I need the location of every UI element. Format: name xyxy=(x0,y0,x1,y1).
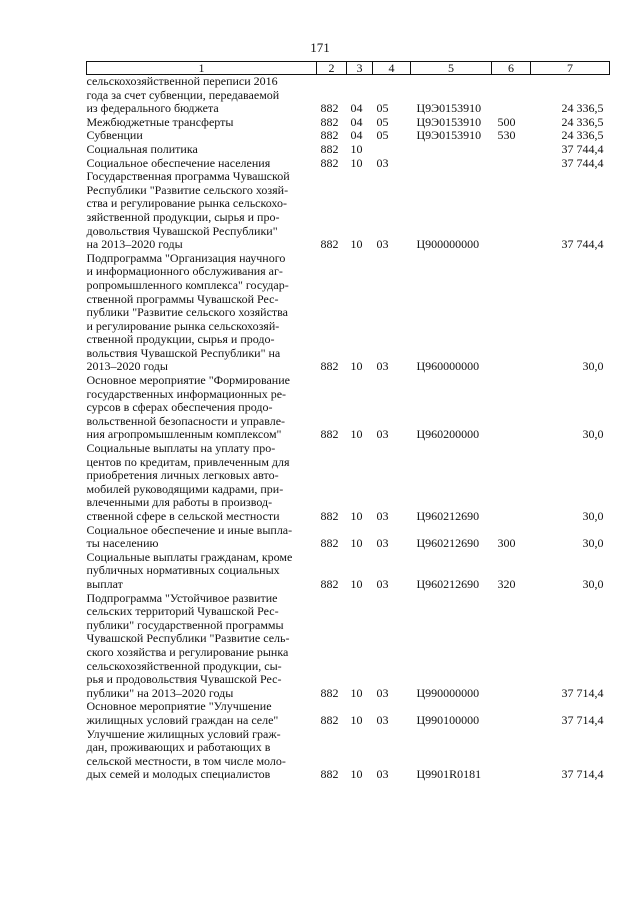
row-name-line: ты населению xyxy=(86,536,159,551)
target-article-cell: Ц9901R0181 xyxy=(416,767,482,782)
row-name-line: Чувашской Республики "Развитие сель- xyxy=(86,631,290,646)
table-row xyxy=(87,728,610,782)
column-header: 7 xyxy=(531,62,610,75)
row-name-line: дых семей и молодых специалистов xyxy=(86,767,271,782)
column-header: 6 xyxy=(492,62,531,75)
amount-cell: 30,0 xyxy=(582,509,604,523)
row-name-cell xyxy=(87,442,317,524)
admin-code-cell: 882 xyxy=(320,155,339,170)
admin-code-cell: 882 xyxy=(320,509,339,523)
column-header: 4 xyxy=(373,62,411,75)
table-body xyxy=(87,75,610,782)
budget-table xyxy=(86,61,610,782)
row-name-line: ропромышленного комплекса" государ- xyxy=(86,277,289,292)
row-name-line: жилищных условий граждан на селе" xyxy=(86,712,279,727)
row-name-line: Социальное обеспечение населения xyxy=(86,155,271,170)
expense-type-cell xyxy=(492,442,531,524)
section-code-cell: 10 xyxy=(350,536,363,551)
amount-cell: 37 744,4 xyxy=(561,155,604,170)
admin-code-cell: 882 xyxy=(320,128,339,143)
row-name-line: ского хозяйства и регулирование рынка xyxy=(86,644,289,659)
table-row xyxy=(87,252,610,374)
admin-code-cell: 882 xyxy=(320,114,339,129)
section-code-cell: 10 xyxy=(350,576,363,591)
amount-cell: 24 336,5 xyxy=(561,101,604,116)
row-name-line: вольственной безопасности и управле- xyxy=(86,413,286,428)
row-name-line: Субвенции xyxy=(86,128,143,143)
target-article-cell: Ц900000000 xyxy=(416,237,480,252)
row-name-line: сельскохозяйственной продукции, сы- xyxy=(86,658,282,673)
amount-cell: 37 744,4 xyxy=(561,237,604,252)
section-code-cell: 04 xyxy=(350,101,363,116)
row-name-cell xyxy=(87,157,317,171)
section-code-cell: 10 xyxy=(350,685,363,700)
amount-cell: 30,0 xyxy=(582,536,604,551)
table-row xyxy=(87,700,610,727)
row-name-line: Подпрограмма "Организация научного xyxy=(86,250,286,265)
target-article-cell: Ц9Э0153910 xyxy=(416,114,482,129)
target-article-cell: Ц960212690 xyxy=(416,536,480,551)
column-header: 5 xyxy=(411,62,492,75)
subsection-code-cell: 03 xyxy=(376,359,389,374)
row-name-cell xyxy=(87,75,317,116)
subsection-code-cell xyxy=(373,143,411,157)
row-name-line: сельских территорий Чувашской Рес- xyxy=(86,604,279,619)
row-name-line: ственной программы Чувашской Рес- xyxy=(86,291,279,306)
expense-type-cell: 530 xyxy=(497,128,516,143)
subsection-code-cell: 03 xyxy=(376,427,389,442)
row-name-cell xyxy=(87,170,317,252)
row-name-line: выплат xyxy=(86,576,123,591)
target-article-cell: Ц9Э0153910 xyxy=(416,128,482,143)
section-code-cell: 04 xyxy=(350,128,363,143)
amount-cell: 37 744,4 xyxy=(561,141,604,156)
table-row xyxy=(87,157,610,171)
row-name-line: Улучшение жилищных условий граж- xyxy=(86,726,281,741)
section-code-cell: 10 xyxy=(350,155,363,170)
table-row xyxy=(87,129,610,143)
row-name-line: Межбюджетные трансферты xyxy=(86,114,234,129)
expense-type-cell: 500 xyxy=(497,114,516,129)
subsection-code-cell: 03 xyxy=(376,536,389,551)
row-name-cell xyxy=(87,728,317,782)
row-name-line: приобретения личных легковых авто- xyxy=(86,468,279,483)
table-row xyxy=(87,592,610,701)
section-code-cell: 10 xyxy=(350,141,363,156)
row-name-cell xyxy=(87,143,317,157)
section-code-cell: 10 xyxy=(350,509,363,523)
row-name-line: и регулирование рынка сельскохозяй- xyxy=(86,318,280,333)
subsection-code-cell: 03 xyxy=(376,685,389,700)
row-name-line: влеченными для работы в производ- xyxy=(86,495,273,510)
target-article-cell: Ц960200000 xyxy=(416,427,480,442)
amount-cell: 37 714,4 xyxy=(561,767,604,782)
section-code-cell: 04 xyxy=(350,114,363,129)
row-name-line: Государственная программа Чувашской xyxy=(86,169,290,184)
section-code-cell: 10 xyxy=(350,359,363,374)
row-name-cell xyxy=(87,551,317,592)
amount-cell: 37 714,4 xyxy=(561,712,604,727)
expense-type-cell xyxy=(492,728,531,782)
row-name-line: государственных информационных ре- xyxy=(86,386,287,401)
admin-code-cell: 882 xyxy=(320,237,339,252)
row-name-line: публики" государственной программы xyxy=(86,617,284,632)
table-row xyxy=(87,551,610,592)
row-name-line: ственной сфере в сельской местности xyxy=(86,509,280,523)
row-name-line: Социальные выплаты на уплату про- xyxy=(86,441,276,456)
row-name-line: ства и регулирование рынка сельскохо- xyxy=(86,196,287,211)
row-name-line: довольствия Чувашской Республики" xyxy=(86,223,278,238)
column-header: 3 xyxy=(347,62,373,75)
expense-type-cell: 320 xyxy=(497,576,516,591)
row-name-line: мобилей руководящими кадрами, при- xyxy=(86,481,284,496)
table-row xyxy=(87,75,610,116)
row-name-cell xyxy=(87,116,317,130)
row-name-cell xyxy=(87,524,317,551)
row-name-line: ственной продукции, сырья и продо- xyxy=(86,332,275,347)
row-name-line: сельскохозяйственной переписи 2016 xyxy=(86,74,278,88)
target-article-cell: Ц990100000 xyxy=(416,712,480,727)
expense-type-cell xyxy=(492,75,531,116)
admin-code-cell: 882 xyxy=(320,767,339,782)
expense-type-cell xyxy=(492,170,531,252)
row-name-line: Подпрограмма "Устойчивое развитие xyxy=(86,590,278,605)
expense-type-cell xyxy=(492,252,531,374)
subsection-code-cell: 03 xyxy=(376,155,389,170)
section-code-cell: 10 xyxy=(350,767,363,782)
amount-cell: 37 714,4 xyxy=(561,685,604,700)
row-name-line: публичных нормативных социальных xyxy=(86,563,280,578)
target-article-cell: Ц990000000 xyxy=(416,685,480,700)
amount-cell: 24 336,5 xyxy=(561,114,604,129)
table-row xyxy=(87,524,610,551)
subsection-code-cell: 03 xyxy=(376,237,389,252)
subsection-code-cell: 05 xyxy=(376,101,389,116)
target-article-cell: Ц960212690 xyxy=(416,576,480,591)
admin-code-cell: 882 xyxy=(320,685,339,700)
row-name-cell xyxy=(87,592,317,701)
row-name-line: года за счет субвенции, передаваемой xyxy=(86,87,280,102)
admin-code-cell: 882 xyxy=(320,712,339,727)
amount-cell: 24 336,5 xyxy=(561,128,604,143)
row-name-line: ния агропромышленным комплексом" xyxy=(86,427,282,442)
expense-type-cell xyxy=(492,592,531,701)
expense-type-cell xyxy=(492,374,531,442)
table-row xyxy=(87,116,610,130)
row-name-line: Социальное обеспечение и иные выпла- xyxy=(86,522,293,537)
table-row xyxy=(87,442,610,524)
table-header-row xyxy=(87,62,610,75)
admin-code-cell: 882 xyxy=(320,576,339,591)
row-name-line: сурсов в сферах обеспечения продо- xyxy=(86,400,273,415)
row-name-cell xyxy=(87,700,317,727)
expense-type-cell: 300 xyxy=(497,536,516,551)
target-article-cell xyxy=(411,157,492,171)
subsection-code-cell: 05 xyxy=(376,128,389,143)
page-number: 171 xyxy=(310,40,330,55)
section-code-cell: 10 xyxy=(350,237,363,252)
target-article-cell: Ц9Э0153910 xyxy=(416,101,482,116)
row-name-line: Республики "Развитие сельского хозяй- xyxy=(86,182,289,197)
row-name-line: зяйственной продукции, сырья и про- xyxy=(86,209,280,224)
admin-code-cell: 882 xyxy=(320,427,339,442)
expense-type-cell xyxy=(492,157,531,171)
expense-type-cell xyxy=(492,700,531,727)
row-name-line: публики" на 2013–2020 годы xyxy=(86,685,234,700)
subsection-code-cell: 05 xyxy=(376,114,389,129)
row-name-line: и информационного обслуживания аг- xyxy=(86,264,283,279)
row-name-line: 2013–2020 годы xyxy=(86,359,168,374)
section-code-cell: 10 xyxy=(350,427,363,442)
column-header: 2 xyxy=(317,62,347,75)
admin-code-cell: 882 xyxy=(320,141,339,156)
row-name-line: Основное мероприятие "Улучшение xyxy=(86,699,272,714)
amount-cell: 30,0 xyxy=(582,576,604,591)
table-row xyxy=(87,170,610,252)
row-name-line: Социальная политика xyxy=(86,141,198,156)
row-name-line: центов по кредитам, привлеченным для xyxy=(86,454,290,469)
row-name-cell xyxy=(87,252,317,374)
row-name-line: дан, проживающих и работающих в xyxy=(86,740,271,755)
table-row xyxy=(87,374,610,442)
row-name-line: из федерального бюджета xyxy=(86,101,219,116)
row-name-line: Основное мероприятие "Формирование xyxy=(86,373,290,388)
row-name-line: вольствия Чувашской Республики" на xyxy=(86,345,281,360)
row-name-line: на 2013–2020 годы xyxy=(86,237,183,252)
target-article-cell: Ц960000000 xyxy=(416,359,480,374)
admin-code-cell: 882 xyxy=(320,101,339,116)
subsection-code-cell: 03 xyxy=(376,509,389,523)
amount-cell: 30,0 xyxy=(582,359,604,374)
table-row xyxy=(87,143,610,157)
row-name-cell xyxy=(87,129,317,143)
row-name-line: публики "Развитие сельского хозяйства xyxy=(86,305,289,320)
admin-code-cell: 882 xyxy=(320,536,339,551)
expense-type-cell xyxy=(492,143,531,157)
admin-code-cell: 882 xyxy=(320,359,339,374)
row-name-cell xyxy=(87,374,317,442)
row-name-line: Социальные выплаты гражданам, кроме xyxy=(86,549,293,564)
target-article-cell xyxy=(411,143,492,157)
amount-cell: 30,0 xyxy=(582,427,604,442)
column-header: 1 xyxy=(87,62,317,75)
row-name-line: рья и продовольствия Чувашской Рес- xyxy=(86,672,282,687)
target-article-cell: Ц960212690 xyxy=(416,509,480,523)
section-code-cell: 10 xyxy=(350,712,363,727)
row-name-line: сельской местности, в том числе моло- xyxy=(86,753,286,768)
subsection-code-cell: 03 xyxy=(376,576,389,591)
subsection-code-cell: 03 xyxy=(376,712,389,727)
subsection-code-cell: 03 xyxy=(376,767,389,782)
